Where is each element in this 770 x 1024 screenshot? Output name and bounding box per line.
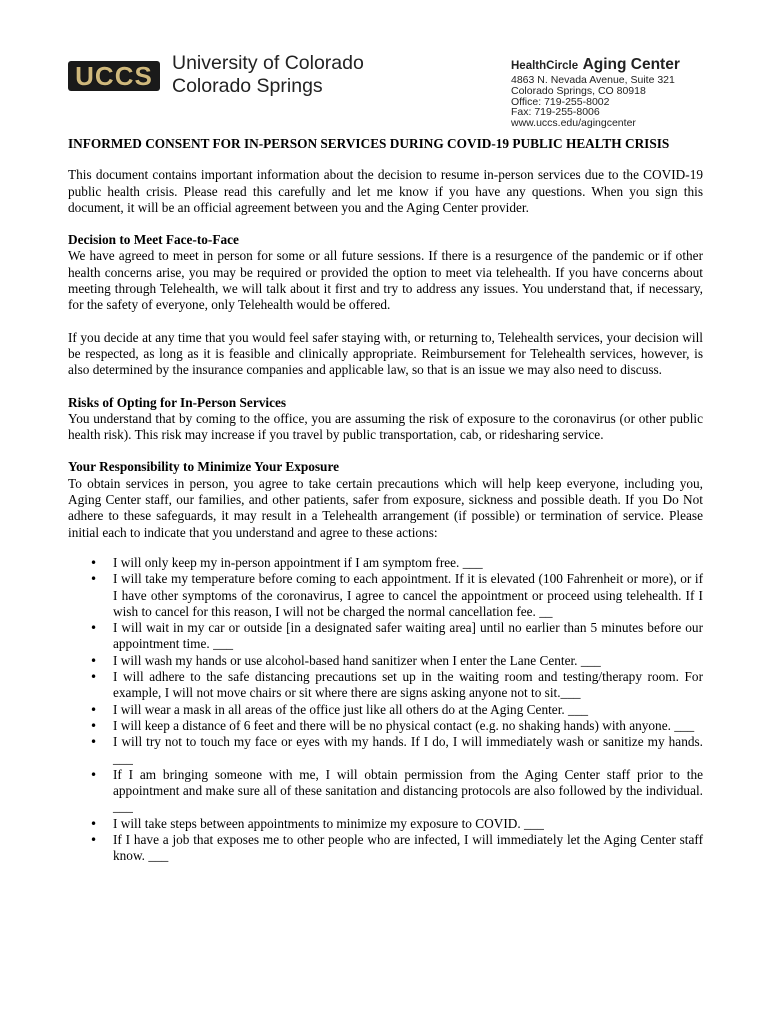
- list-item: • I will take my temperature before coming to each appointment. If it is elevated (100 Fahrenheit or more), or if I have other symptoms of the coronavirus, I agree to cancel the appointment or proceed using telehealth. If I wish to cancel for this reason, I will not be charged the normal cancellation fee. __: [113, 571, 703, 620]
- org-address-line1: 4863 N. Nevada Avenue, Suite 321: [511, 74, 675, 86]
- list-item: • I will adhere to the safe distancing precautions set up in the waiting room and testing/therapy room. For example, I will not move chairs or sit where there are signs asking anyone not to sit.___: [113, 669, 703, 702]
- document-body: [68, 136, 703, 865]
- list-item: • If I am bringing someone with me, I will obtain permission from the Aging Center staff prior to the appointment and make sure all of these sanitation and distancing protocols are also followed by the individual. ___: [113, 767, 703, 816]
- list-item: • I will wash my hands or use alcohol-based hand sanitizer when I enter the Lane Center. ___: [113, 653, 703, 669]
- org-office-phone: Office: 719-255-8002: [511, 95, 610, 108]
- section-decision: [68, 232, 703, 313]
- consent-actions-list: [68, 555, 703, 865]
- university-name: [172, 52, 364, 98]
- list-item: • I will wear a mask in all areas of the office just like all others do at the Aging Center. ___: [113, 702, 703, 718]
- intro-paragraph: This document contains important information about the decision to resume in-person services due to the COVID-19 public health crisis. Please read this carefully and let me know if you have any questions. When you sign this document, it will be an official agreement between you and the Aging Center provider.: [68, 167, 703, 215]
- section-text: We have agreed to meet in person for some or all future sessions. If there is a resurgence of the pandemic or if other health concerns arise, you may be required or provided the option to meet via telehealth. If you have concerns about meeting through Telehealth, we will talk about it first and try to address any issues. You understand that, if necessary, for the safety of everyone, only Telehealth would be offered.: [68, 248, 703, 313]
- org-address-line2: Colorado Springs, CO 80918: [511, 84, 646, 97]
- section-heading: Risks of Opting for In-Person Services: [68, 394, 287, 410]
- uccs-wordmark: [68, 61, 160, 91]
- university-name-line1: University of Colorado: [172, 52, 364, 74]
- section-text: If you decide at any time that you would feel safer staying with, or returning to, Telehealth services, your decision will be respected, as long as it is feasible and clinically appropriate. Reimbursement for Telehealth services, however, is also determined by the insurance companies and applicable law, so that is an issue we may also need to discuss.: [68, 329, 703, 378]
- list-item: • I will only keep my in-person appointment if I am symptom free. ___: [113, 555, 703, 571]
- list-item: • If I have a job that exposes me to other people who are infected, I will immediately let the Aging Center staff know. ___: [113, 832, 703, 865]
- section-heading: Decision to Meet Face-to-Face: [68, 232, 239, 248]
- document-title: INFORMED CONSENT FOR IN-PERSON SERVICES DURING COVID-19 PUBLIC HEALTH CRISIS: [68, 136, 670, 151]
- list-item: • I will wait in my car or outside [in a designated safer waiting area] until no earlier than 5 minutes before our appointment time. ___: [113, 620, 703, 653]
- org-contact-block: [511, 56, 680, 129]
- list-item: • I will take steps between appointments to minimize my exposure to COVID. ___: [113, 816, 703, 832]
- org-website: www.uccs.edu/agingcenter: [511, 117, 636, 130]
- section-text: You understand that by coming to the office, you are assuming the risk of exposure to the coronavirus (or other public health risk). This risk may increase if you travel by public transportation, cab, or ridesharing service.: [68, 410, 703, 443]
- list-item: • I will keep a distance of 6 feet and there will be no physical contact (e.g. no shaking hands) with anyone. ___: [113, 718, 703, 734]
- org-prefix: HealthCircle: [511, 60, 579, 72]
- section-risks: [68, 395, 703, 444]
- org-name: Aging Center: [582, 56, 680, 73]
- uccs-logo-text: UCCS: [75, 61, 153, 91]
- section-heading: Your Responsibility to Minimize Your Exposure: [68, 459, 340, 475]
- org-fax: Fax: 719-255-8006: [511, 106, 600, 119]
- section-responsibility: [68, 459, 703, 540]
- list-item: • I will try not to touch my face or eyes with my hands. If I do, I will immediately wash or sanitize my hands. ___: [113, 734, 703, 767]
- org-title: [511, 56, 680, 75]
- university-name-line2: Colorado Springs: [172, 75, 323, 97]
- section-telehealth-option: [68, 330, 703, 379]
- section-text: To obtain services in person, you agree to take certain precautions which will help keep everyone, including you, Aging Center staff, our families, and other patients, safer from exposure, sickness and possible death. If you Do Not adhere to these safeguards, it may result in a Telehealth arrangement (if possible) or termination of service. Please initial each to indicate that you understand and agree to these actions:: [68, 475, 703, 540]
